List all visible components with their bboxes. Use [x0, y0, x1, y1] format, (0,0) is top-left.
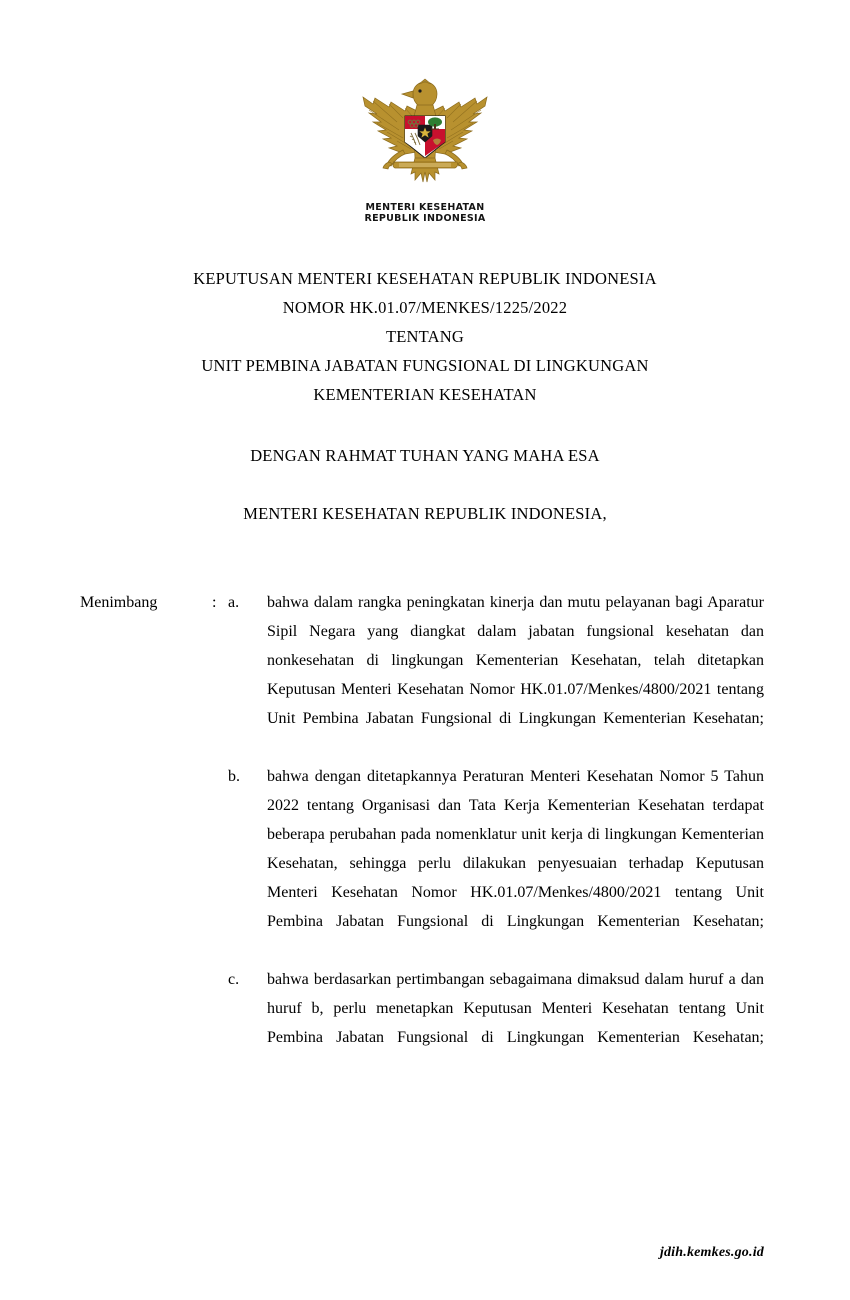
emblem-caption-line2: REPUBLIK INDONESIA [364, 213, 486, 224]
title-line-number: NOMOR HK.01.07/MENKES/1225/2022 [282, 298, 568, 317]
title-line-subject-1: UNIT PEMBINA JABATAN FUNGSIONAL DI LINGKUNGAN [201, 356, 649, 375]
garuda-pancasila-emblem-icon [355, 70, 495, 200]
ministry-emblem-block [0, 70, 850, 224]
considering-text-b: bahwa dengan ditetapkannya Peraturan Menteri Kesehatan Nomor 5 Tahun 2022 tentang Organisasi dan Tata Kerja Kementerian Kesehatan terdapat beberapa perubahan pada nomenklatur unit kerja di lingkungan Kementerian Kesehatan, sehingga perlu dilakukan penyesuaian terhadap Keputusan Menteri Kesehatan Nomor HK.01.07/Menkes/4800/2021 tentang Unit Pembina Jabatan Fungsional di Lingkungan Kementerian Kesehatan; [267, 768, 764, 930]
considering-marker-b: b. [228, 768, 240, 785]
signatory-line: MENTERI KESEHATAN REPUBLIK INDONESIA, [243, 504, 607, 523]
considering-item-c [80, 965, 764, 1081]
title-line-subject-2: KEMENTERIAN KESEHATAN [313, 385, 537, 404]
considering-colon: : [212, 594, 217, 611]
title-line-decree: KEPUTUSAN MENTERI KESEHATAN REPUBLIK INDONESIA [193, 269, 657, 288]
emblem-caption [365, 202, 486, 224]
considering-section [80, 588, 764, 1081]
document-title-block [0, 264, 850, 409]
considering-item-a [80, 588, 764, 762]
considering-marker-c: c. [228, 971, 240, 988]
considering-label: Menimbang [80, 594, 158, 611]
considering-text-c: bahwa berdasarkan pertimbangan sebagaimana dimaksud dalam huruf a dan huruf b, perlu menetapkan Keputusan Menteri Kesehatan tentang Unit Pembina Jabatan Fungsional di Lingkungan Kementerian Kesehatan; [267, 971, 764, 1046]
title-line-about: TENTANG [386, 327, 464, 346]
footer-watermark: jdih.kemkes.go.id [659, 1245, 764, 1260]
blessing-line: DENGAN RAHMAT TUHAN YANG MAHA ESA [250, 446, 600, 465]
considering-item-b [80, 762, 764, 965]
considering-text-a: bahwa dalam rangka peningkatan kinerja dan mutu pelayanan bagi Aparatur Sipil Negara yang diangkat dalam jabatan fungsional kesehatan dan nonkesehatan di lingkungan Kementerian Kesehatan, telah ditetapkan Keputusan Menteri Kesehatan Nomor HK.01.07/Menkes/4800/2021 tentang Unit Pembina Jabatan Fungsional di Lingkungan Kementerian Kesehatan; [267, 594, 764, 727]
considering-marker-a: a. [228, 594, 240, 611]
emblem-caption-line1: MENTERI KESEHATAN [365, 202, 485, 213]
